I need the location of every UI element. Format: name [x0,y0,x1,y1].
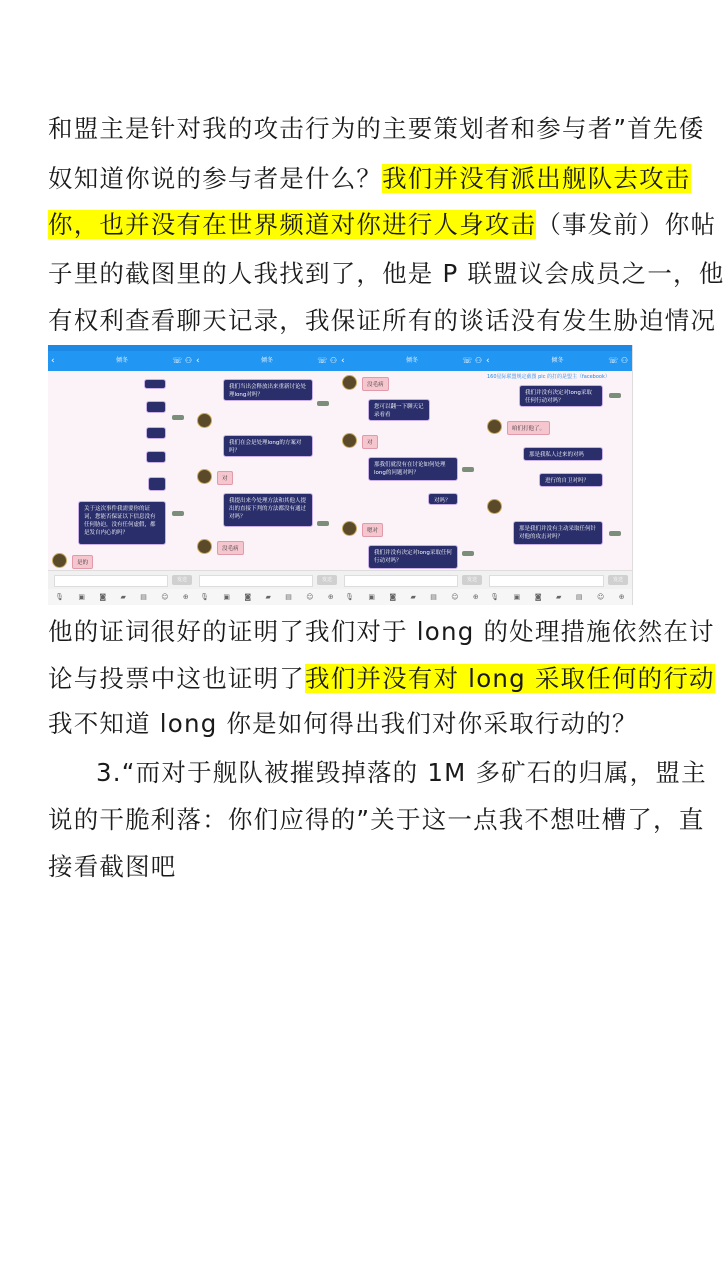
chat-bubble [148,477,166,491]
reply-bubble: 咱们打他了。 [507,421,550,435]
game-badge-icon [462,467,474,472]
chat-screenshot-collage [48,345,632,605]
paragraph1-line5: 有权利查看聊天记录，我保证所有的谈话没有发生胁迫情况 [48,306,717,335]
highlighted-text: 我们并没有对 long 采取任何的行动 [305,664,715,693]
game-badge-icon [609,531,621,536]
mic-icon: 🎙 [200,593,210,601]
chat-bubble: 我提出来今处理方法和其他人提出的直接下判的方法都没有通过对吗？ [223,493,313,527]
message-input [489,575,604,587]
paragraph1-line3 [48,201,717,249]
chat-title: 倾冬 [551,357,564,364]
file-icon: ▤ [575,593,583,601]
file-icon: ▤ [430,593,437,601]
send-button: 发送 [462,575,482,585]
chat-title: 倾冬 [405,357,418,364]
game-badge-icon [172,511,184,516]
text-segment: 奴知道你说的参与者是什么？ [48,164,383,193]
hongbao-icon: ▰ [265,593,271,601]
text-segment: （事发前）你帖 [536,210,717,239]
chat-bubble: 进行的自卫对吗？ [539,473,603,487]
chat-header [48,351,196,371]
avatar [342,375,357,390]
hongbao-icon: ▰ [120,593,126,601]
message-input [199,575,313,587]
reply-bubble: 对 [362,435,378,449]
reply-bubble: 是的 [72,555,93,569]
camera-icon: ◙ [99,593,107,601]
reply-bubble: 对 [217,471,233,485]
plus-icon: ⊕ [618,593,625,601]
game-badge-icon [609,393,621,398]
chat-bubble [146,451,166,463]
chat-header [483,351,632,371]
chat-area [193,371,341,571]
image-icon: ▣ [368,593,376,601]
mic-icon: 🎙 [55,593,65,601]
reply-bubble: 没毛病 [217,541,244,555]
message-input-bar [483,570,632,589]
highlighted-text: 你，也并没有在世界频道对你进行人身攻击 [48,210,537,239]
message-input-bar [48,570,196,589]
message-input [344,575,458,587]
call-icon: ☏ ⚇ [462,356,482,365]
back-icon: ‹ [196,356,200,366]
emoji-icon: ☺ [596,593,605,601]
paragraph3-line3: 接看截图吧 [48,852,177,881]
chat-bubble [146,427,166,439]
avatar [52,553,67,568]
chat-bubble [144,379,166,389]
text-segment: 论与投票中这也证明了 [48,664,305,693]
chat-bubble [146,401,166,413]
message-input [54,575,168,587]
chat-screenshot-2 [193,345,342,605]
image-icon: ▣ [223,593,231,601]
paragraph1-line2 [48,155,691,203]
message-input-bar [193,570,341,589]
highlighted-text: 我们并没有派出舰队去攻击 [382,164,691,193]
paragraph2-line1: 他的证词很好的证明了我们对于 long 的处理措施依然在讨 [48,617,715,646]
send-button: 发送 [608,575,628,585]
game-badge-icon [317,521,329,526]
paragraph3-line1: 3.“而对于舰队被摧毁掉落的 1M 多矿石的归属，盟主 [96,758,707,787]
chat-bubble: 我们并没有决定对long采取任何行动对吗？ [368,545,458,569]
hongbao-icon: ▰ [556,593,562,601]
chat-bubble: 那我们就没有在讨论如何处理long的问题对吗？ [368,457,458,481]
call-icon: ☏ ⚇ [172,356,192,365]
hongbao-icon: ▰ [410,593,416,601]
plus-icon: ⊕ [472,593,479,601]
emoji-icon: ☺ [306,593,314,601]
paragraph2-line3: 我不知道 long 你是如何得出我们对你采取行动的？ [48,709,638,738]
avatar [197,469,212,484]
paragraph3-line2: 说的干脆利落：你们应得的”关于这一点我不想吐槽了，直 [48,805,705,834]
chat-toolbar [338,589,486,605]
chat-bubble: 我们并没有决定对long采取任何行动对吗？ [519,385,603,407]
chat-screenshot-1 [48,345,197,605]
chat-title: 倾冬 [260,357,273,364]
avatar [487,499,502,514]
avatar [487,419,502,434]
reply-bubble: 嗯对 [362,523,383,537]
paragraph2-line2 [48,655,715,703]
chat-screenshot-3 [338,345,487,605]
chat-toolbar [193,589,341,605]
avatar [342,521,357,536]
chat-bubble: 关于这次事件我需要你的证词，您能否保证以下信息没有任何胁迫，没有任何虚假，都是发自内心的吗？ [78,501,166,545]
file-icon: ▤ [140,593,147,601]
chat-area [48,371,196,571]
reply-bubble: 没毛病 [362,377,389,391]
avatar [197,539,212,554]
chat-toolbar [48,589,196,605]
chat-bubble: 我们当出会释放出来重新讨论处理long对吗？ [223,379,313,401]
chat-bubble: 对吗？ [428,493,458,505]
game-badge-icon [172,415,184,420]
camera-icon: ◙ [389,593,397,601]
system-banner: 160星际联盟规定截图 pic 的打的是盟主（facebook） [487,374,610,380]
chat-area [483,371,632,571]
mic-icon: 🎙 [490,593,500,601]
send-button: 发送 [317,575,337,585]
back-icon: ‹ [341,356,345,366]
file-icon: ▤ [285,593,292,601]
chat-area [338,371,486,571]
paragraph1-line4: 子里的截图里的人我找到了，他是 P 联盟议会成员之一，他 [48,259,724,288]
chat-bubble: 我们在会是处理long的方案对吗？ [223,435,313,457]
avatar [197,413,212,428]
game-badge-icon [462,551,474,556]
chat-toolbar [483,589,632,605]
chat-bubble: 那是我私人过来的对吗 [523,447,603,461]
send-button: 发送 [172,575,192,585]
paragraph1-line1: 和盟主是针对我的攻击行为的主要策划者和参与者”首先倭 [48,114,705,143]
chat-header [193,351,341,371]
message-input-bar [338,570,486,589]
image-icon: ▣ [513,593,521,601]
plus-icon: ⊕ [327,593,334,601]
image-icon: ▣ [78,593,86,601]
chat-title: 倾冬 [115,357,128,364]
chat-header [338,351,486,371]
call-icon: ☏ ⚇ [608,356,628,365]
back-icon: ‹ [51,356,55,366]
avatar [342,433,357,448]
chat-bubble: 那是我们并没有主动采取任何针对他的攻击对吗？ [513,521,603,545]
game-badge-icon [317,401,329,406]
call-icon: ☏ ⚇ [317,356,337,365]
emoji-icon: ☺ [161,593,169,601]
mic-icon: 🎙 [345,593,355,601]
chat-bubble: 您可以翻一下聊天记录看看 [368,399,430,421]
camera-icon: ◙ [534,593,542,601]
plus-icon: ⊕ [182,593,189,601]
chat-screenshot-4 [483,345,633,605]
camera-icon: ◙ [244,593,252,601]
back-icon: ‹ [486,356,490,366]
emoji-icon: ☺ [451,593,459,601]
